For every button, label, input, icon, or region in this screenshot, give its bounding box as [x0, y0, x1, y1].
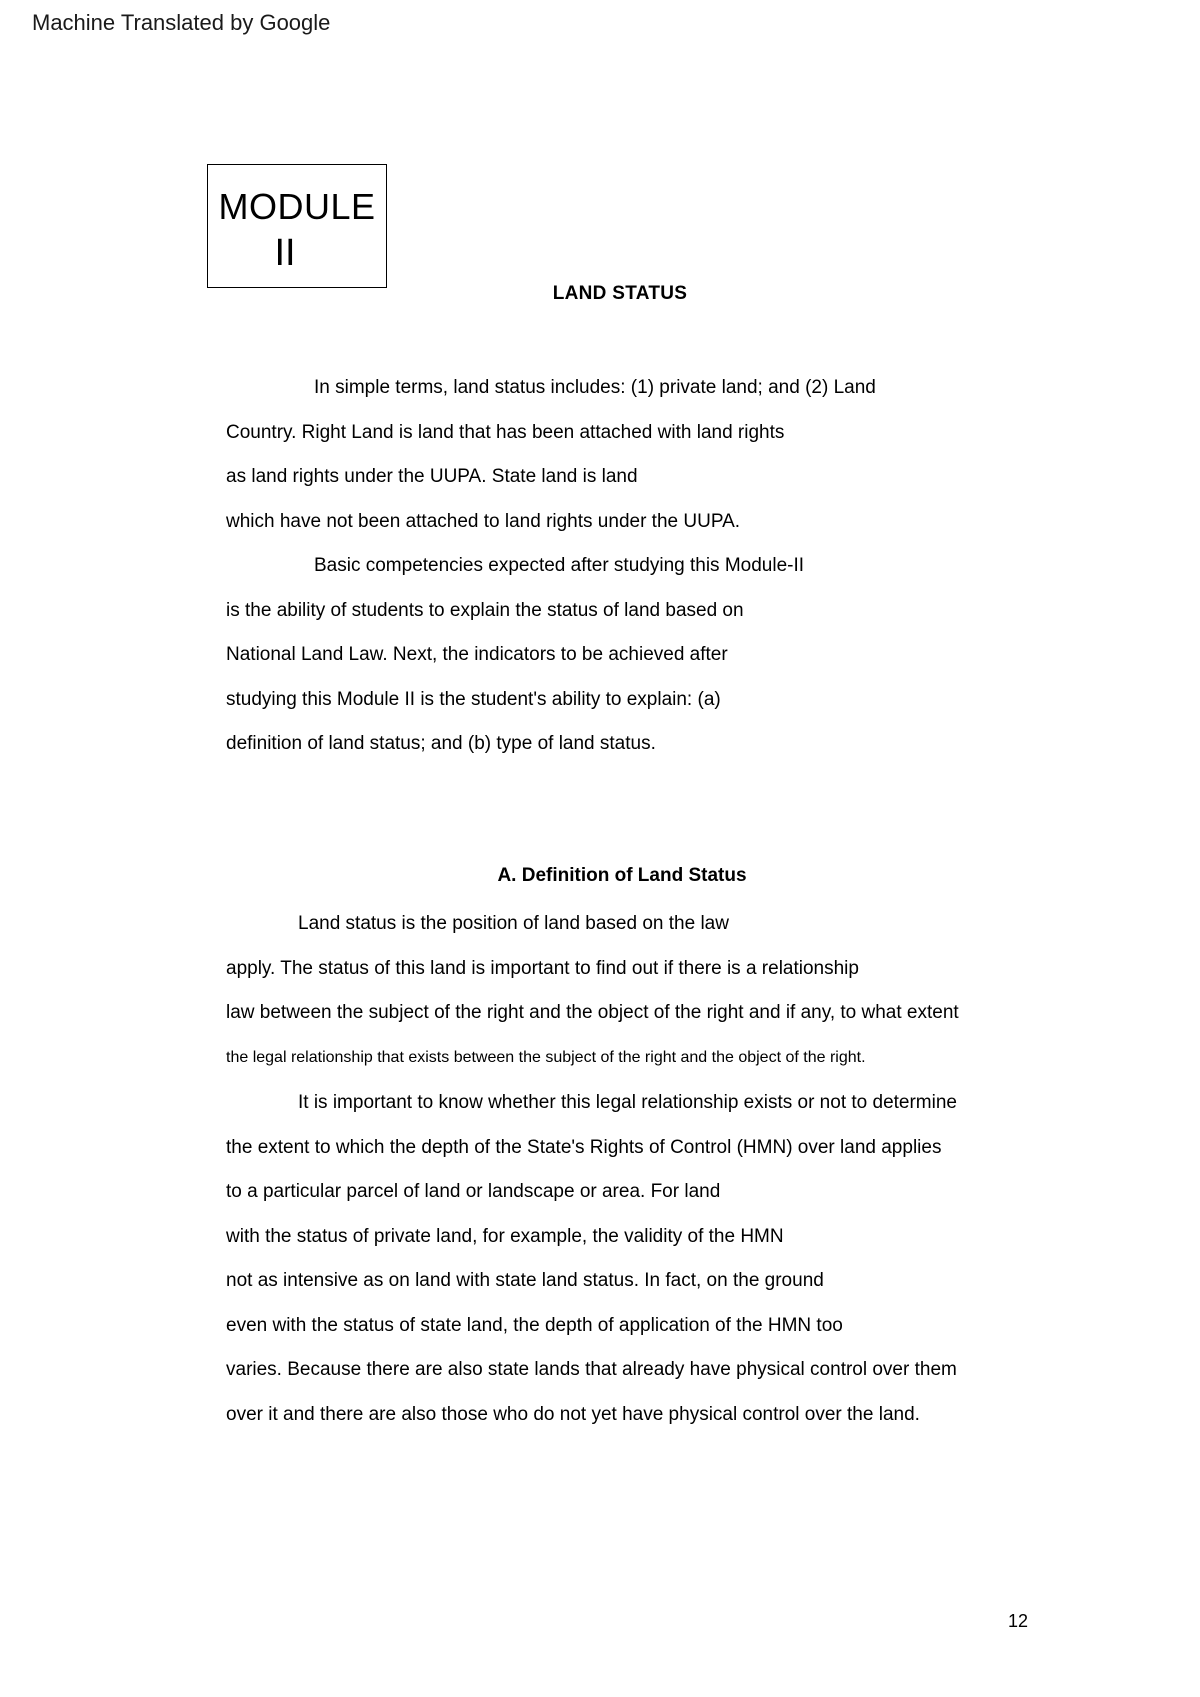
- paragraph-line: Country. Right Land is land that has been attached with land rights: [226, 421, 785, 443]
- section-heading: A. Definition of Land Status: [497, 865, 747, 886]
- paragraph-line: with the status of private land, for example, the validity of the HMN: [226, 1225, 784, 1247]
- paragraph-line: Basic competencies expected after studying this Module-II: [314, 555, 805, 576]
- paragraph-line: It is important to know whether this legal relationship exists or not to determine: [298, 1092, 957, 1113]
- paragraph-line: Land status is the position of land based on the law: [298, 913, 729, 934]
- paragraph-line: which have not been attached to land rights under the UUPA.: [226, 510, 741, 532]
- module-word: MODULE: [218, 186, 376, 227]
- paragraph-line: even with the status of state land, the depth of application of the HMN too: [226, 1314, 843, 1336]
- paragraph-line: to a particular parcel of land or landscape or area. For land: [226, 1181, 721, 1202]
- intro-paragraph-2: [226, 551, 1056, 774]
- paragraph-line: as land rights under the UUPA. State land is land: [226, 466, 638, 487]
- paragraph-line: In simple terms, land status includes: (1) private land; and (2) Land: [314, 377, 876, 398]
- paragraph-line: over it and there are also those who do not yet have physical control over the land.: [226, 1403, 920, 1425]
- paragraph-line: is the ability of students to explain the status of land based on: [226, 599, 744, 621]
- module-label-box: [207, 164, 387, 288]
- page-title: LAND STATUS: [552, 283, 688, 304]
- paragraph-line: varies. Because there are also state lands that already have physical control over them: [226, 1359, 957, 1380]
- paragraph-line: studying this Module II is the student's ability to explain: (a): [226, 688, 721, 710]
- paragraph-line: apply. The status of this land is important to find out if there is a relationship: [226, 957, 859, 979]
- paragraph-line: definition of land status; and (b) type of land status.: [226, 733, 656, 754]
- paragraph-line: National Land Law. Next, the indicators to be achieved after: [226, 644, 728, 665]
- module-number: II: [274, 232, 296, 274]
- section-a-paragraph-1: [226, 909, 1056, 1087]
- machine-translation-banner: Machine Translated by Google: [32, 10, 331, 35]
- paragraph-line: not as intensive as on land with state land status. In fact, on the ground: [226, 1270, 824, 1291]
- page-number: 12: [1007, 1611, 1028, 1631]
- paragraph-line: the legal relationship that exists between the subject of the right and the object of the right.: [226, 1048, 866, 1066]
- section-a-paragraph-2: [226, 1088, 1056, 1444]
- paragraph-line: the extent to which the depth of the State's Rights of Control (HMN) over land applies: [226, 1136, 942, 1158]
- intro-paragraph-1: [226, 373, 1056, 551]
- paragraph-line: law between the subject of the right and the object of the right and if any, to what extent: [226, 1002, 959, 1023]
